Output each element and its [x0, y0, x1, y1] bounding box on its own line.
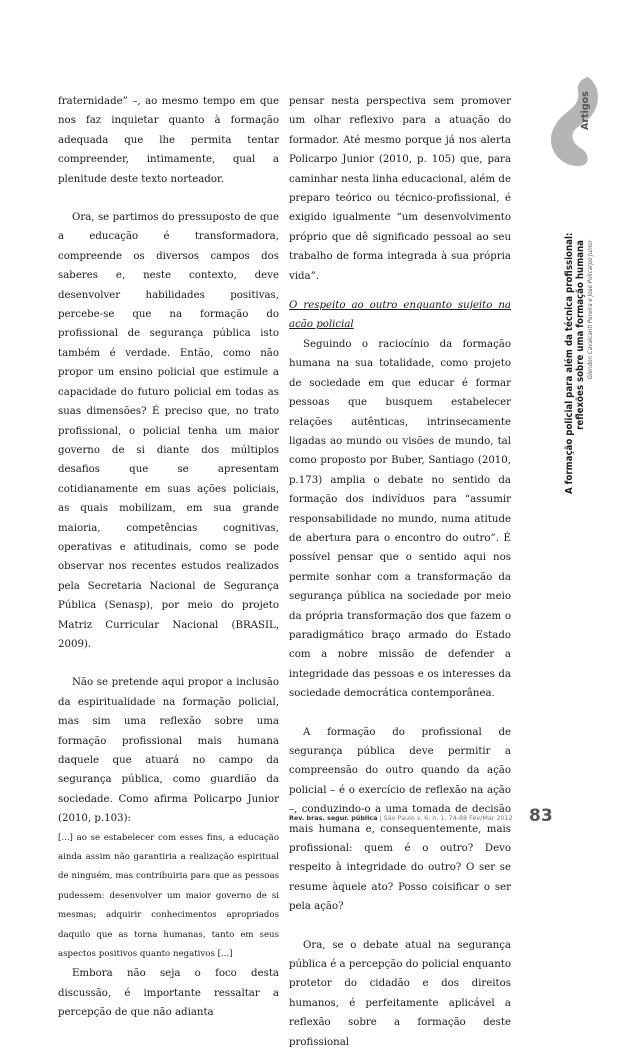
footer — [289, 814, 513, 822]
title-line: reflexões sobre uma formação humana — [575, 240, 586, 430]
authors: Glendon Cavalcanti Pereira e José Policarpo Junior — [587, 240, 594, 380]
title-line: A formação policial para além da técnica profissional: — [564, 232, 575, 494]
middle-text-column — [289, 92, 511, 1052]
paragraph: Embora não seja o foco desta discussão, é importante ressaltar a percepção de que não adianta — [58, 968, 279, 1019]
citation: São Paulo v. 6, n. 1, 74-88 Fev/Mar 2012 — [383, 814, 513, 822]
paragraph: Seguindo o raciocínio da formação humana na sua totalidade, como projeto de sociedade em que educar é formar pessoas que busquem estabelecer relações autênticas, intrinsecamente ligadas ao mundo ou visões de mundo, tal como proposto por Buber, Santiago (2010, p.173) amplia o debate no sentido da formação dos indivíduos para “assumir responsabilidade no mundo, numa atitude de abertura para o encontro do outro”. É possível pensar que o sentido aqui nos permite sonhar com a transformação da segurança pública na sociedade por meio da própria transformação dos que fazem o paradigmático braço armado do Estado com a nobre missão de defender a integridade das pessoas e os interesses da sociedade democrática contemporânea. — [289, 338, 511, 700]
journal-name: Rev. bras. segur. pública — [289, 814, 378, 822]
paragraph: Ora, se o debate atual na segurança pública é a percepção do policial enquanto protetor do cidadão e dos direitos humanos, é perfeitamente aplicável a reflexão sobre a formação deste profissional — [289, 939, 511, 1048]
left-text-column — [58, 92, 279, 1023]
separator: | — [379, 814, 382, 822]
paragraph: A formação do profissional de segurança pública deve permitir a compreensão do outro quando da ação policial – é o exercício de reflexão na ação –, conduzindo-o a uma tomada de decisão mais humana e, consequentemente, mais profissional: quem é o outro? Devo respeito à integridade do outro? O ser se resume àquele ato? Posso coisificar o ser pela ação? — [289, 726, 511, 913]
paragraph: fraternidade” –, ao mesmo tempo em que nos faz inquietar quanto à formação adequada que lhe permita tentar compreender, intimamente, qual a plenitude deste texto norteador. — [58, 96, 279, 185]
section-label: Artigos — [580, 91, 591, 130]
block-quote: [...] ao se estabelecer com esses fins, a educação ainda assim não garantiria a realização espiritual de ninguém, mas contribuiria para que as pessoas pudessem: desenvolver um maior governo de si mesmas; adquirir conhecimentos apropriados daquilo que as torna humanas, tanto em seus aspectos positivos quanto negativos [...] — [58, 832, 279, 960]
running-title — [564, 234, 596, 494]
paragraph: pensar nesta perspectiva sem promover um olhar reflexivo para a atuação do formador. Até mesmo porque já nos alerta Policarpo Junior (2010, p. 105) que, para caminhar nesta linha educacional, além de preparo teórico ou técnico-profissional, é exigido igualmente “um desenvolvimento próprio que dê significado pessoal ao seu trabalho de forma integrada à sua própria vida”. — [289, 96, 511, 282]
section-heading: O respeito ao outro enquanto sujeito na ação policial — [289, 300, 511, 331]
paragraph: Não se pretende aqui propor a inclusão da espiritualidade na formação policial, mas sim uma reflexão sobre uma formação profissional mais humana daquele que atuará no campo da segurança pública, como guardião da sociedade. Como afirma Policarpo Junior (2010, p.103): — [58, 677, 279, 825]
page-number: 83 — [529, 806, 553, 826]
paragraph: Ora, se partimos do pressuposto de que a educação é transformadora, compreende os diversos campos dos saberes e, neste contexto, deve desenvolver habilidades positivas, percebe-se que na formação do profissional de segurança pública isto também é verdade. Então, como não propor um ensino policial que estimule a capacidade do futuro policial em todas as suas dimensões? É preciso que, no trato profissional, o policial tenha um maior governo de si diante dos múltiplos desafios que se apresentam cotidianamente em suas ações policiais, as quais mobilizam, em sua grande maioria, competências cognitivas, operativas e atitudinais, como se pode observar nos recentes estudos realizados pela Secretaria Nacional de Segurança Pública (Senasp), por meio do projeto Matriz Curricular Nacional (BRASIL, 2009). — [58, 212, 279, 650]
